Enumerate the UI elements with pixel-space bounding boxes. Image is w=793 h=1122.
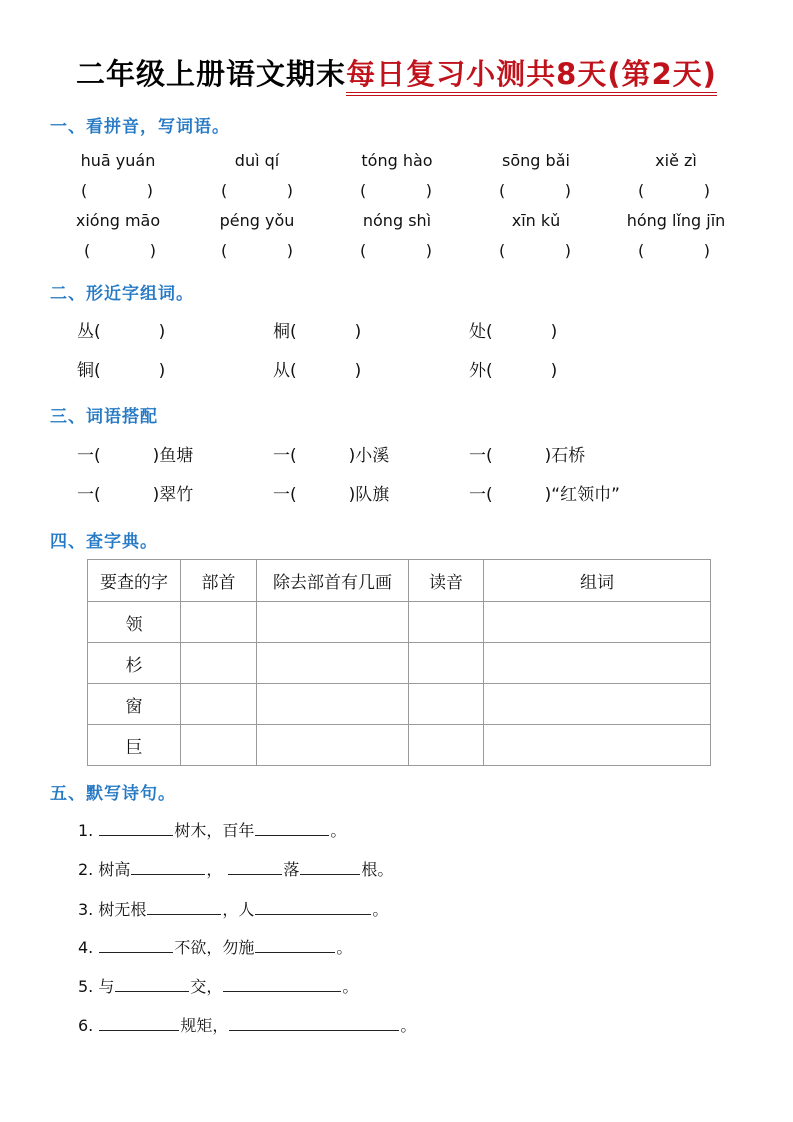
answer-cell[interactable]	[484, 643, 711, 684]
poem-text: 。	[336, 938, 353, 957]
table-row	[88, 643, 711, 684]
match-word: )翠竹	[152, 485, 194, 505]
answer-blank[interactable]	[360, 181, 432, 200]
answer-cell[interactable]	[181, 602, 257, 643]
title-highlight: 每日复习小测共8天(第2天)	[346, 57, 717, 96]
poem-number: 4.	[78, 938, 94, 957]
word-match-item[interactable]	[469, 480, 620, 505]
table-char-cell: 巨	[88, 725, 181, 766]
fill-blank[interactable]	[99, 1016, 179, 1031]
table-row	[88, 684, 711, 725]
char-label: 铜(	[77, 361, 101, 381]
char-label: 处(	[469, 322, 493, 342]
answer-cell[interactable]	[409, 684, 484, 725]
poem-text: 不欲，勿施	[174, 938, 255, 957]
prefix: 一(	[469, 485, 493, 505]
fill-blank[interactable]	[223, 977, 341, 992]
prefix: 一(	[469, 446, 493, 466]
char-label: 丛(	[77, 322, 101, 342]
table-header-row	[88, 560, 711, 602]
answer-blank[interactable]	[499, 241, 571, 260]
open-paren: (	[499, 241, 506, 260]
fill-blank[interactable]	[99, 821, 173, 836]
poem-text: 落	[283, 860, 300, 879]
fill-blank[interactable]	[300, 860, 360, 875]
open-paren: (	[638, 241, 645, 260]
fill-blank[interactable]	[115, 977, 189, 992]
word-match-item[interactable]	[273, 480, 389, 505]
word-match-item[interactable]	[77, 480, 193, 505]
char-label: 从(	[273, 361, 297, 381]
close-paren: )	[286, 241, 293, 260]
close-paren: )	[146, 181, 153, 200]
fill-blank[interactable]	[131, 860, 205, 875]
dictionary-table	[87, 559, 711, 766]
char-label: 桐(	[273, 322, 297, 342]
similar-char-item[interactable]	[77, 356, 165, 381]
fill-blank[interactable]	[255, 938, 335, 953]
open-paren: (	[638, 181, 645, 200]
answer-cell[interactable]	[181, 643, 257, 684]
table-header-cell: 读音	[409, 560, 484, 602]
pinyin-item: duì qí	[234, 151, 280, 170]
answer-cell[interactable]	[484, 684, 711, 725]
section-heading-similar-chars: 二、形近字组词。	[50, 284, 194, 304]
poem-number: 1.	[78, 821, 94, 840]
answer-blank[interactable]	[638, 181, 710, 200]
close-paren: )	[703, 181, 710, 200]
fill-blank[interactable]	[147, 900, 221, 915]
answer-blank[interactable]	[84, 241, 156, 260]
open-paren: (	[360, 241, 367, 260]
section-heading-word-match: 三、词语搭配	[50, 407, 158, 427]
close-paren: )	[354, 361, 362, 381]
match-word: )“红领巾”	[544, 485, 620, 505]
page-title	[0, 52, 793, 93]
pinyin-item: nóng shì	[362, 211, 432, 230]
match-word: )队旗	[348, 485, 390, 505]
answer-cell[interactable]	[257, 643, 409, 684]
fill-blank[interactable]	[229, 1016, 399, 1031]
open-paren: (	[360, 181, 367, 200]
poem-text: 规矩，	[180, 1016, 229, 1035]
close-paren: )	[425, 241, 432, 260]
answer-blank[interactable]	[638, 241, 710, 260]
answer-cell[interactable]	[409, 725, 484, 766]
poem-text: ，人	[222, 900, 255, 919]
close-paren: )	[564, 181, 571, 200]
prefix: 一(	[273, 446, 297, 466]
table-row	[88, 725, 711, 766]
answer-cell[interactable]	[484, 725, 711, 766]
poem-number: 6.	[78, 1016, 94, 1035]
answer-blank[interactable]	[81, 181, 153, 200]
answer-blank[interactable]	[221, 181, 293, 200]
open-paren: (	[221, 181, 228, 200]
pinyin-item: tóng hào	[361, 151, 433, 170]
open-paren: (	[84, 241, 91, 260]
table-char-cell: 领	[88, 602, 181, 643]
table-header-cell: 部首	[181, 560, 257, 602]
table-header-cell: 组词	[484, 560, 711, 602]
answer-blank[interactable]	[360, 241, 432, 260]
poem-line-1	[78, 818, 346, 841]
answer-cell[interactable]	[257, 602, 409, 643]
poem-line-4	[78, 935, 352, 958]
word-match-item[interactable]	[273, 441, 389, 466]
section-heading-poems: 五、默写诗句。	[50, 784, 176, 804]
fill-blank[interactable]	[228, 860, 282, 875]
open-paren: (	[221, 241, 228, 260]
close-paren: )	[425, 181, 432, 200]
similar-char-item[interactable]	[273, 317, 361, 342]
prefix: 一(	[77, 446, 101, 466]
pinyin-item: sōng bǎi	[502, 151, 570, 170]
poem-text: 交，	[190, 977, 223, 996]
pinyin-item: hóng lǐng jīn	[626, 211, 726, 230]
answer-blank[interactable]	[499, 181, 571, 200]
poem-text: 树木，百年	[174, 821, 255, 840]
pinyin-item: péng yǒu	[219, 211, 295, 230]
poem-line-5	[78, 974, 358, 997]
pinyin-item: xīn kǔ	[511, 211, 561, 230]
match-word: )石桥	[544, 446, 586, 466]
prefix: 一(	[77, 485, 101, 505]
poem-text: 。	[400, 1016, 417, 1035]
section-heading-pinyin: 一、看拼音，写词语。	[50, 117, 230, 137]
close-paren: )	[149, 241, 156, 260]
poem-number: 3. 树无根	[78, 900, 147, 919]
close-paren: )	[703, 241, 710, 260]
poem-line-6	[78, 1013, 416, 1036]
close-paren: )	[158, 322, 166, 342]
section-heading-dictionary: 四、查字典。	[50, 532, 158, 552]
answer-cell[interactable]	[181, 684, 257, 725]
word-match-item[interactable]	[469, 441, 585, 466]
poem-line-2	[78, 857, 393, 880]
poem-text: 。	[372, 900, 389, 919]
table-header-cell: 除去部首有几画	[257, 560, 409, 602]
poem-text: 。	[330, 821, 347, 840]
poem-number: 2. 树高	[78, 860, 131, 879]
close-paren: )	[286, 181, 293, 200]
close-paren: )	[354, 322, 362, 342]
match-word: )鱼塘	[152, 446, 194, 466]
fill-blank[interactable]	[255, 900, 371, 915]
pinyin-item: xiě zì	[655, 151, 697, 170]
similar-char-item[interactable]	[469, 356, 557, 381]
open-paren: (	[81, 181, 88, 200]
similar-char-item[interactable]	[273, 356, 361, 381]
poem-line-3	[78, 897, 388, 920]
title-main: 二年级上册语文期末	[76, 57, 347, 91]
answer-cell[interactable]	[484, 602, 711, 643]
answer-blank[interactable]	[221, 241, 293, 260]
answer-cell[interactable]	[257, 725, 409, 766]
close-paren: )	[550, 322, 558, 342]
similar-char-item[interactable]	[77, 317, 165, 342]
match-word: )小溪	[348, 446, 390, 466]
poem-number: 5. 与	[78, 977, 115, 996]
answer-cell[interactable]	[181, 725, 257, 766]
poem-text: ，	[206, 860, 223, 879]
table-char-cell: 杉	[88, 643, 181, 684]
similar-char-item[interactable]	[469, 317, 557, 342]
prefix: 一(	[273, 485, 297, 505]
table-row	[88, 602, 711, 643]
close-paren: )	[564, 241, 571, 260]
answer-cell[interactable]	[409, 602, 484, 643]
close-paren: )	[550, 361, 558, 381]
poem-text: 根。	[361, 860, 394, 879]
close-paren: )	[158, 361, 166, 381]
table-header-cell: 要查的字	[88, 560, 181, 602]
open-paren: (	[499, 181, 506, 200]
fill-blank[interactable]	[99, 938, 173, 953]
word-match-item[interactable]	[77, 441, 193, 466]
pinyin-item: huā yuán	[80, 151, 156, 170]
char-label: 外(	[469, 361, 493, 381]
pinyin-item: xióng māo	[75, 211, 161, 230]
fill-blank[interactable]	[255, 821, 329, 836]
answer-cell[interactable]	[257, 684, 409, 725]
table-char-cell: 窗	[88, 684, 181, 725]
poem-text: 。	[342, 977, 359, 996]
answer-cell[interactable]	[409, 643, 484, 684]
